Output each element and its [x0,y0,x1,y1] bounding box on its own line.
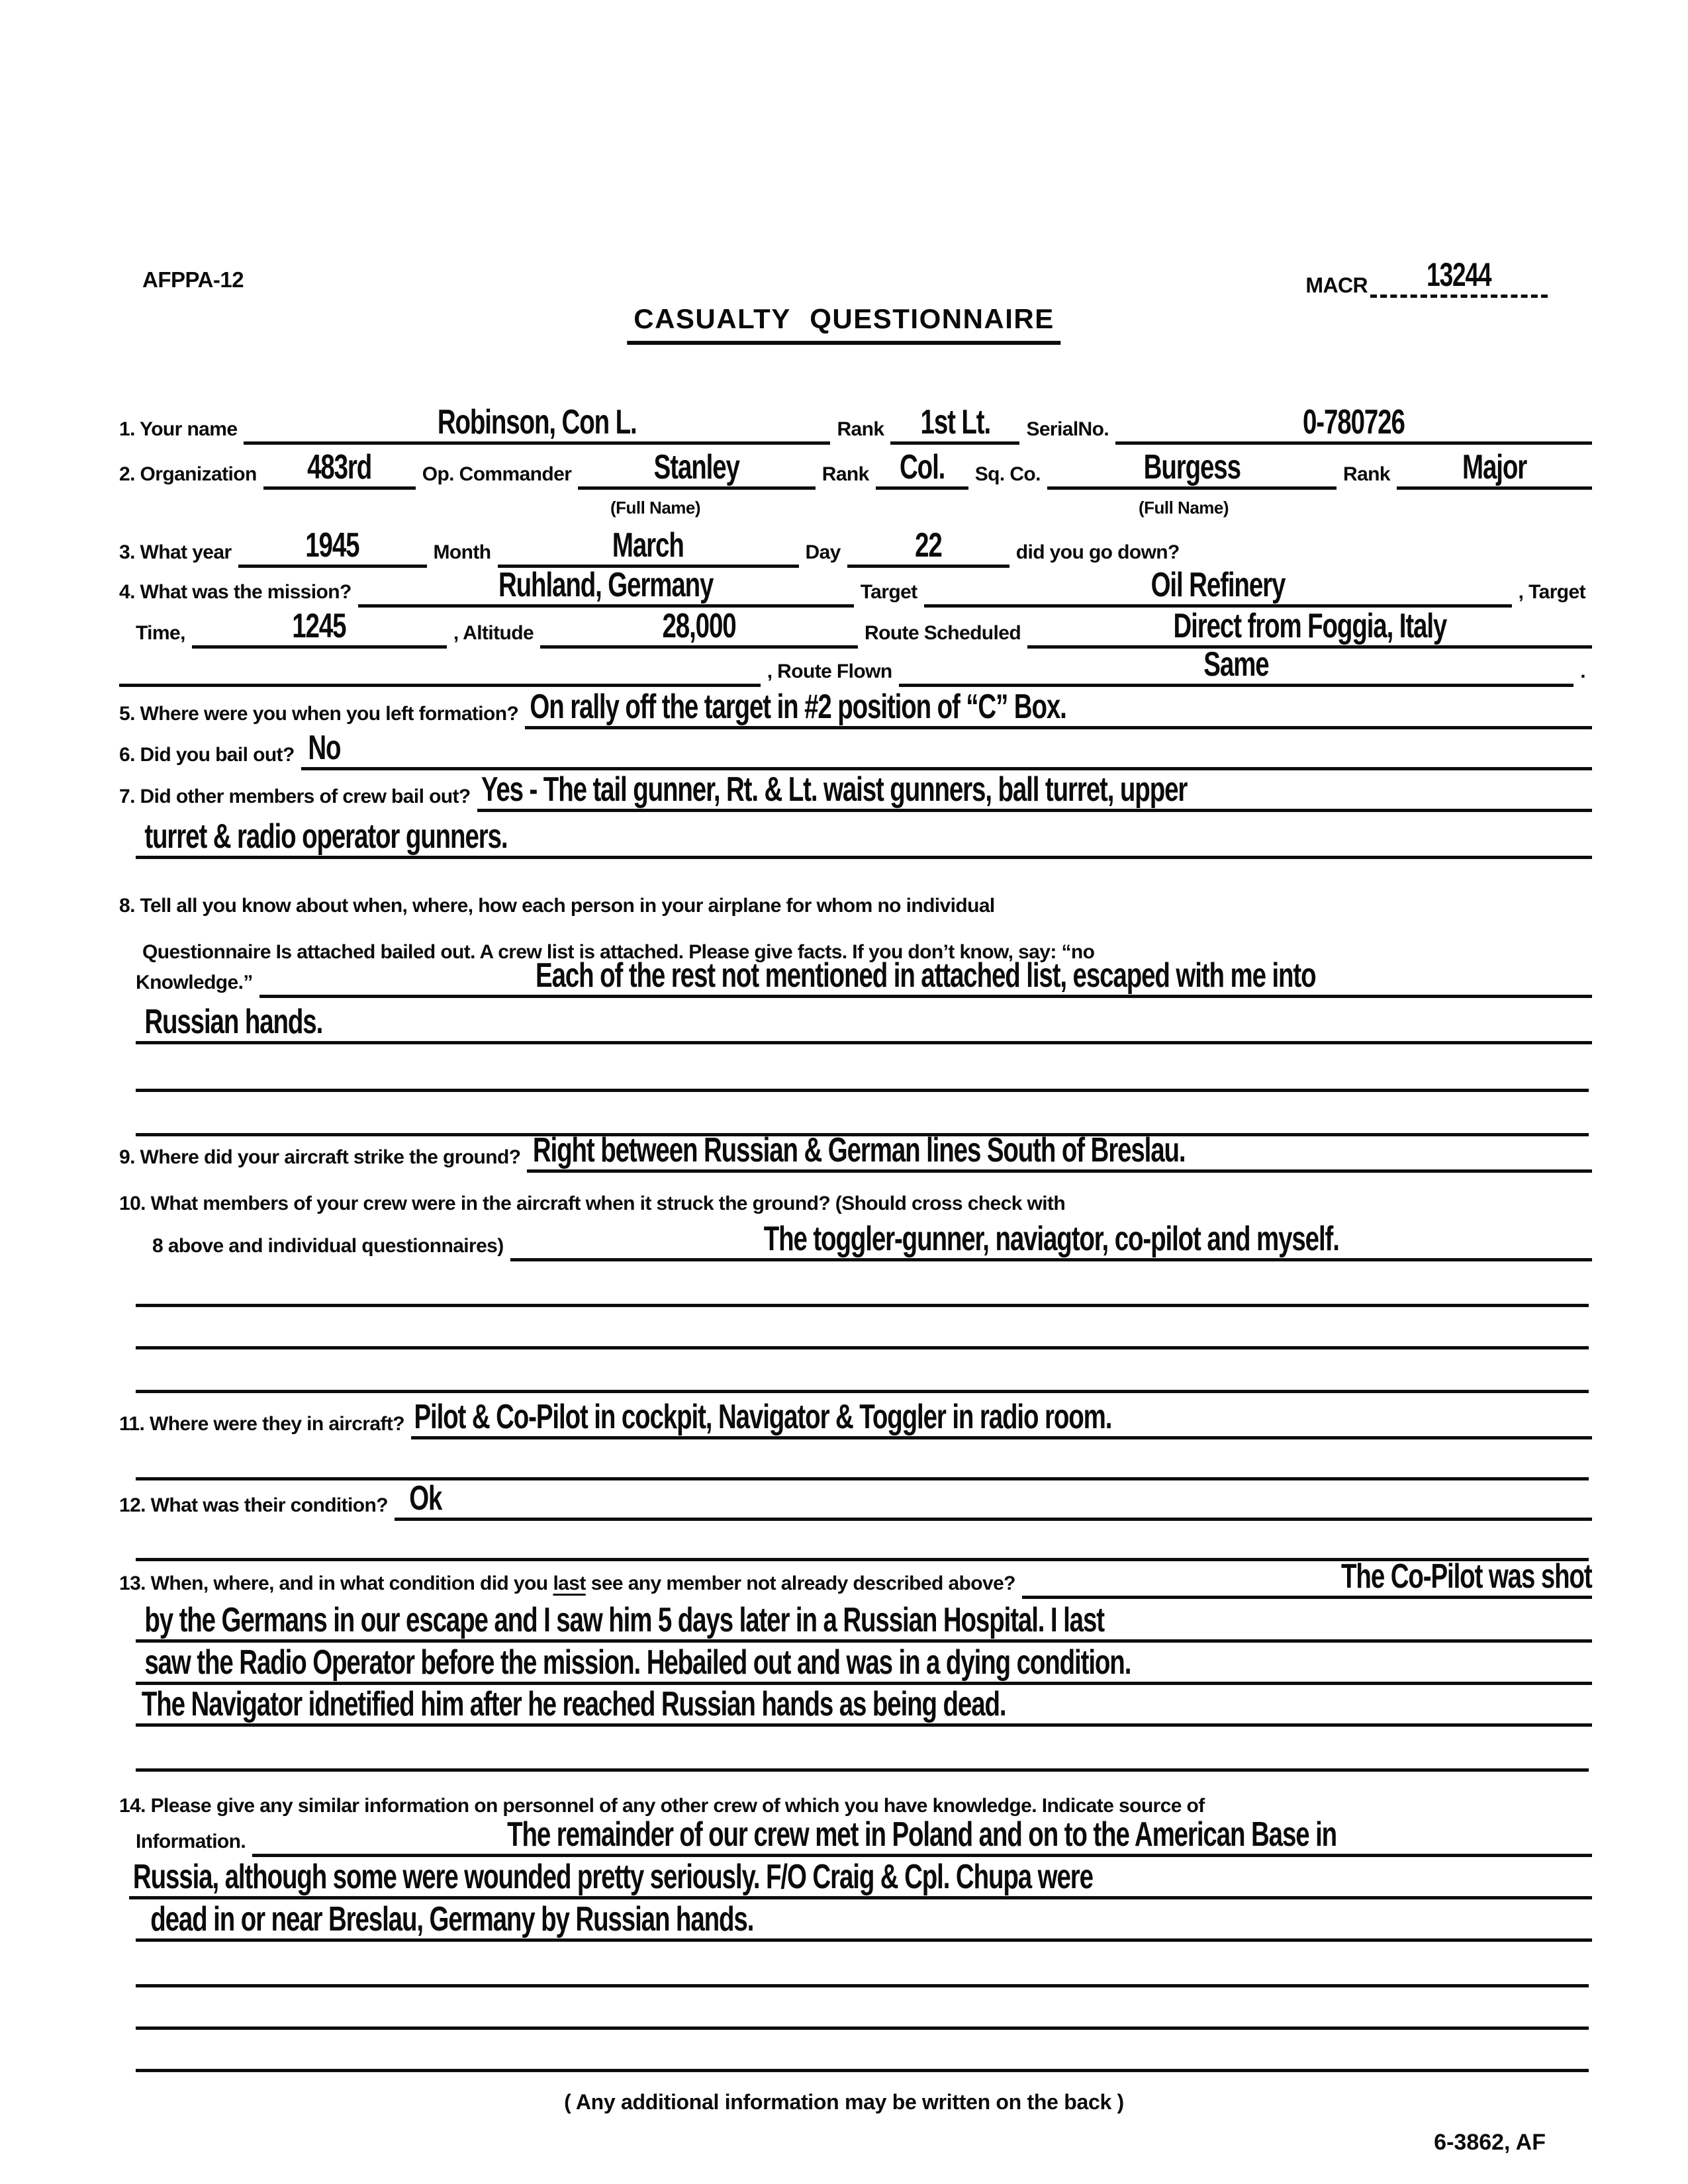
serial-no-value: 0-780726 [1303,403,1405,441]
q8-answer-field-1 [259,950,1592,998]
q2-rank2-value: Major [1462,448,1527,486]
op-commander-value: Stanley [653,448,740,486]
q6-answer: No [308,729,341,767]
q7-label: 7. Did other members of crew bail out? [119,785,471,807]
route-flown-label: , Route Flown [767,660,892,682]
time-label: Time, [136,621,185,644]
q2-rank-label: Rank [821,463,869,485]
question-13-row-4 [136,1679,1592,1727]
question-6-row [119,723,1592,770]
q6-answer-field [301,723,1592,770]
q10-label-line-2: 8 above and individual questionnaires) [152,1234,504,1257]
time-value: 1245 [292,607,346,645]
macr-label: MACR [1305,273,1368,298]
question-13-row-1 [119,1551,1592,1599]
question-14-row-3 [136,1894,1592,1942]
q2-rank2-field [1397,442,1592,490]
day-label: Day [805,541,841,563]
q2-rank-value: Col. [899,448,945,486]
macr-field-group [1305,255,1548,298]
q13-label-suffix: see any member not already described above? [590,1572,1015,1594]
route-flown-field [899,639,1574,687]
q13-label-underlined-word: last [553,1572,586,1594]
route-flown-value: Same [1203,645,1269,684]
question-2-row [119,442,1592,490]
altitude-value: 28,000 [662,607,736,645]
q2-rank-field [876,442,968,490]
q14-label-line-2: Information. [136,1830,246,1852]
q14-label-line-1: 14. Please give any similar information on personnel of any other crew of which you have knowledge. Indicate source of [119,1795,1205,1817]
q9-label: 9. Where did your aircraft strike the ground? [119,1146,521,1168]
blank-line [136,2026,1589,2030]
sq-co-label: Sq. Co. [974,463,1041,485]
q10-label-line-1: 10. What members of your crew were in the aircraft when it struck the ground? (Should cross check with [119,1193,1066,1214]
sq-co-field [1047,442,1336,490]
question-10-row [119,1214,1592,1261]
blank-line [136,1304,1589,1307]
q12-answer: Ok [409,1479,442,1518]
q3-label: 3. What year [119,541,232,563]
q4-period: . [1580,660,1585,682]
q10-answer: The toggler-gunner, naviagtor, co-pilot and myself. [763,1220,1339,1258]
form-id: 6-3862, AF [1434,2130,1546,2155]
q13-answer-field-1 [1022,1551,1592,1599]
target-value: Oil Refinery [1150,566,1285,604]
q12-label: 12. What was their condition? [119,1494,388,1516]
q7-answer-line-2: turret & radio operator gunners. [144,817,508,856]
q9-answer-field [527,1125,1592,1173]
question-8-row-2 [136,997,1592,1044]
year-value: 1945 [305,526,359,565]
rank-field [890,397,1019,445]
altitude-label: , Altitude [453,621,534,644]
route-blank-field [119,639,761,687]
q10-answer-field [510,1214,1592,1261]
your-name-field [244,397,830,445]
serial-no-field [1115,397,1592,445]
additional-info-note: ( Any additional information may be written on the back ) [564,2090,1124,2114]
question-8-row-1 [136,950,1592,998]
q8-label-line-2: Questionnaire Is attached bailed out. A crew list is attached. Please give facts. If you don’t know, say: “no [142,941,1095,963]
q11-answer: Pilot & Co-Pilot in cockpit, Navigator & Toggler in radio room. [414,1398,1112,1436]
serial-no-label: SerialNo. [1026,418,1109,440]
q11-label: 11. Where were they in aircraft? [119,1412,404,1435]
macr-field [1370,255,1548,298]
question-14-row-1 [136,1809,1592,1857]
q8-answer-line-1: Each of the rest not mentioned in attached list, escaped with me into [536,956,1316,995]
question-7-row-1 [119,764,1592,812]
question-9-row [119,1125,1592,1173]
q12-answer-field [395,1473,1592,1521]
op-commander-field [578,442,815,490]
month-label: Month [433,541,491,563]
blank-line [136,1089,1589,1092]
month-value: March [612,526,684,565]
q8-label-line-3: Knowledge.” [136,971,253,993]
q14-answer-line-2: Russia, although some were wounded pretty seriously. F/O Craig & Cpl. Chupa were [132,1858,1093,1896]
q14-answer-field-3 [136,1894,1592,1942]
page-title: CASUALTY QUESTIONNAIRE [627,303,1060,345]
q2-rank2-label: Rank [1343,463,1390,485]
q5-label: 5. Where were you when you left formation? [119,702,519,725]
question-14-row-2 [129,1852,1592,1899]
q13-answer-field-4 [136,1679,1592,1727]
blank-line [136,2069,1589,2072]
q13-answer-line-4: The Navigator idnetified him after he reached Russian hands as being dead. [141,1685,1006,1723]
sq-co-value: Burgess [1143,448,1241,486]
q1-rank-label: Rank [837,418,884,440]
q8-answer-line-2: Russian hands. [144,1003,323,1041]
q5-answer: On rally off the target in #2 position of “C” Box. [530,688,1066,726]
q11-answer-field [411,1392,1592,1439]
q4-label: 4. What was the mission? [119,580,352,603]
mission-value: Ruhland, Germany [498,566,714,604]
q14-answer-field-1 [252,1809,1592,1857]
organization-field [263,442,416,490]
question-13-row-3 [136,1637,1592,1685]
macr-value: 13244 [1427,256,1491,293]
q13-answer-field-2 [136,1595,1592,1643]
full-name-note-2: (Full Name) [1138,498,1229,518]
day-value: 22 [914,526,942,565]
full-name-note-1: (Full Name) [610,498,701,518]
question-13-row-2 [136,1595,1592,1643]
form-code: AFPPA-12 [142,267,244,292]
q8-label-line-1: 8. Tell all you know about when, where, how each person in your airplane for whom no individual [119,895,995,917]
question-7-row-2 [136,811,1592,859]
q7-answer-field-2 [136,811,1592,859]
your-name-value: Robinson, Con L. [438,403,637,441]
q1-label: 1. Your name [119,418,238,440]
blank-line [136,1768,1589,1772]
q2-label: 2. Organization [119,463,257,485]
q7-answer-line-1: Yes - The tail gunner, Rt. & Lt. waist gunners, ball turret, upper [481,770,1187,809]
q7-answer-field-1 [477,764,1592,812]
organization-value: 483rd [307,448,372,486]
q13-answer-line-3: saw the Radio Operator before the mission. Hebailed out and was in a dying condition. [144,1643,1131,1682]
blank-line [136,1346,1589,1349]
q9-answer: Right between Russian & German lines South of Breslau. [533,1131,1186,1169]
route-scheduled-label: Route Scheduled [865,621,1021,644]
q14-answer-line-3: dead in or near Breslau, Germany by Russian hands. [150,1900,754,1938]
question-11-row [119,1392,1592,1439]
q8-answer-field-2 [136,997,1592,1044]
question-12-row [119,1473,1592,1521]
q6-label: 6. Did you bail out? [119,743,295,766]
route-scheduled-value: Direct from Foggia, Italy [1173,607,1446,645]
q13-answer-line-2: by the Germans in our escape and I saw him 5 days later in a Russian Hospital. I last [144,1601,1104,1639]
blank-line [136,1984,1589,1987]
q13-answer-line-1: The Co-Pilot was shot [1341,1557,1592,1596]
q4-target-suffix: , Target [1518,580,1585,603]
rank-value: 1st Lt. [920,403,990,441]
q14-answer-line-1: The remainder of our crew met in Poland and on to the American Base in [507,1815,1337,1854]
target-label: Target [860,580,917,603]
q3-suffix: did you go down? [1015,541,1180,563]
op-commander-label: Op. Commander [422,463,572,485]
q14-answer-field-2 [129,1852,1592,1899]
question-1-row [119,397,1592,445]
q13-answer-field-3 [136,1637,1592,1685]
question-4-row-3 [119,639,1592,687]
q13-label-prefix: 13. When, where, and in what condition did you [119,1572,548,1594]
